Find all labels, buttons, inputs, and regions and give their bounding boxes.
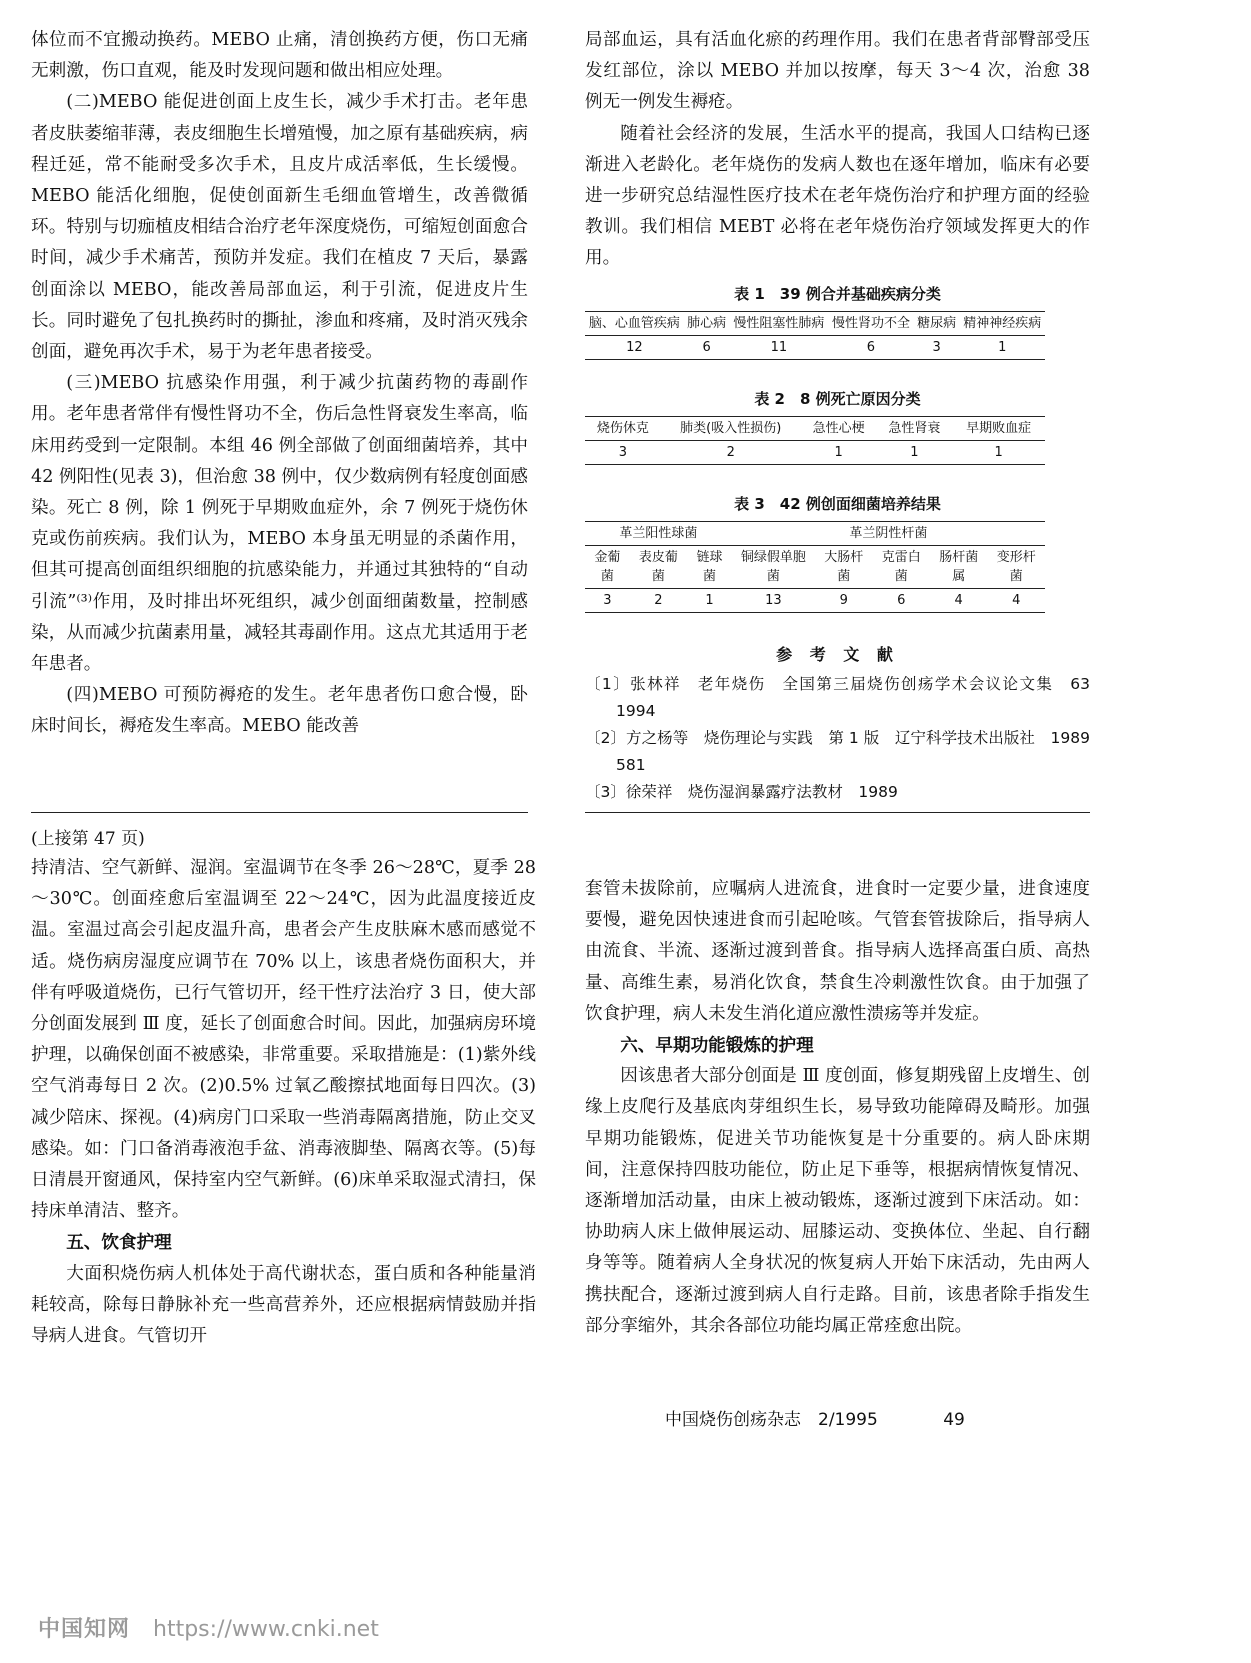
table-cell: 1 — [952, 440, 1045, 464]
table-header-cell: 慢性阻塞性肺病 — [730, 311, 829, 335]
table-cell: 4 — [987, 588, 1045, 612]
table-cell: 6 — [828, 335, 913, 359]
top-right-column — [585, 25, 1106, 806]
reference-item: 〔2〕方之杨等 烧伤理论与实践 第 1 版 辽宁科学技术出版社 1989 581 — [585, 728, 1106, 774]
paragraph: (四)MEBO 可预防褥疮的发生。老年患者伤口愈合慢，卧床时间长，褥疮发生率高。MEBO 能改善 — [31, 685, 528, 737]
table-cell: 1 — [876, 440, 952, 464]
table-header-cell: 慢性肾功不全 — [828, 311, 913, 335]
table-header-cell: 烧伤休克 — [585, 416, 661, 440]
paragraph: 局部血运，具有活血化瘀的药理作用。我们在患者背部臀部受压发红部位，涂以 MEBO 并加以按摩，每天 3～4 次，治愈 38 例无一例发生褥疮。 — [585, 30, 1090, 113]
table-3-grid — [585, 521, 1045, 613]
table-3-caption: 表 3 42 例创面细菌培养结果 — [734, 494, 941, 513]
table-header-cell: 早期败血症 — [952, 416, 1045, 440]
table-2 — [585, 388, 1090, 465]
table-cell: 11 — [730, 335, 829, 359]
bottom-left-column — [31, 853, 536, 1352]
table-cell: 1 — [959, 335, 1045, 359]
table-header-cell: 表皮葡菌 — [638, 549, 678, 584]
table-header-cell: 肺心病 — [684, 311, 730, 335]
bottom-right-column — [585, 874, 1090, 1342]
table-row — [585, 440, 1045, 464]
table-cell: 13 — [732, 588, 815, 612]
paragraph: 大面积烧伤病人机体处于高代谢状态，蛋白质和各种能量消耗较高，除每日静脉补充一些高营养外，还应根据病情鼓励并指导病人进食。气管切开 — [31, 1263, 536, 1347]
table-cell: 2 — [661, 440, 801, 464]
section-divider — [31, 812, 528, 813]
table-1-grid — [585, 311, 1045, 360]
table-header-cell: 铜绿假单胞菌 — [740, 549, 806, 584]
section-divider — [585, 812, 1090, 813]
cnki-logo: 中国知网 — [38, 1617, 131, 1642]
page-footer — [665, 1405, 965, 1430]
paragraph: 随着社会经济的发展，生活水平的提高，我国人口结构已逐渐进入老龄化。老年烧伤的发病人数也在逐年增加，临床有必要进一步研究总结湿性医疗技术在老年烧伤治疗和护理方面的经验教训。我们相信 MEBT 必将在老年烧伤治疗领域发挥更大的作用。 — [585, 123, 1090, 269]
table-cell: 12 — [585, 335, 684, 359]
table-header-cell: 急性心梗 — [801, 416, 877, 440]
table-header-cell: 肺类(吸入性损伤) — [661, 416, 801, 440]
table-cell: 3 — [914, 335, 960, 359]
table-header-cell: 克雷白菌 — [881, 549, 921, 584]
table-cell: 2 — [630, 588, 687, 612]
reference-item: 〔1〕张林祥 老年烧伤 全国第三届烧伤创疡学术会议论文集 63 1994 — [585, 674, 1106, 720]
top-left-column — [31, 25, 528, 743]
paragraph: (二)MEBO 能促进创面上皮生长，减少手术打击。老年患者皮肤萎缩菲薄，表皮细胞生长增殖慢，加之原有基础疾病，病程迁延，常不能耐受多次手术，且皮片成活率低，生长缓慢。MEBO 能活化细胞，促使创面新生毛细血管增生，改善微循环。特别与切痂植皮相结合治疗老年深度烧伤，可缩短创面愈合时间，减少手术痛苦，预防并发症。我们在植皮 7 天后，暴露创面涂以 MEBO，能改善局部血运，利于引流，促进皮片生长。同时避免了包扎换药时的撕扯，渗血和疼痛，及时消灭残余创面，避免再次手术，易于为老年患者接受。 — [31, 92, 528, 363]
table-1 — [585, 283, 1090, 360]
table-cell: 9 — [815, 588, 872, 612]
paragraph: 套管未拔除前，应嘱病人进流食，进食时一定要少量，进食速度要慢，避免因快速进食而引起呛咳。气管套管拔除后，指导病人由流食、半流、逐渐过渡到普食。指导病人选择高蛋白质、高热量、高维生素，易消化饮食，禁食生冷刺激性饮食。由于加强了饮食护理，病人未发生消化道应激性溃疡等并发症。 — [585, 879, 1090, 1024]
table-1-caption: 表 1 39 例合并基础疾病分类 — [734, 284, 941, 303]
table-header-cell: 脑、心血管疾病 — [585, 311, 684, 335]
table-header-cell: 精神神经疾病 — [959, 311, 1045, 335]
table-cell: 3 — [585, 440, 661, 464]
table-header-cell: 急性肾衰 — [876, 416, 952, 440]
section-heading: 五、饮食护理 — [66, 1232, 172, 1254]
section-heading: 六、早期功能锻炼的护理 — [620, 1035, 814, 1057]
table-2-caption: 表 2 8 例死亡原因分类 — [754, 389, 921, 408]
table-cell: 6 — [872, 588, 929, 612]
table-2-grid — [585, 416, 1045, 465]
paragraph: (三)MEBO 抗感染作用强，利于减少抗菌药物的毒副作用。老年患者常伴有慢性肾功不全，伤后急性肾衰发生率高，临床用药受到一定限制。本组 46 例全部做了创面细菌培养，其中 42 例阳性(见表 3)，但治愈 38 例中，仅少数病例有轻度创面感染。死亡 8 例，除 1 例死于早期败血症外，余 7 例死于烧伤休克或伤前疾病。我们认为，MEBO 本身虽无明显的杀菌作用，但其可提高创面组织细胞的抗感染能力，并通过其独特的“自动引流”⁽³⁾作用，及时排出坏死组织，减少创面细菌数量，控制感染，从而减少抗菌素用量，减轻其毒副作用。这点尤其适用于老年患者。 — [31, 373, 528, 675]
table-cell: 6 — [684, 335, 730, 359]
table-header-cell: 肠杆菌属 — [939, 549, 979, 584]
table-row — [585, 588, 1045, 612]
table-row — [585, 335, 1045, 359]
table-group-header: 革兰阴性杆菌 — [732, 521, 1045, 545]
table-3 — [585, 493, 1090, 613]
paragraph: 持清洁、空气新鲜、湿润。室温调节在冬季 26～28℃，夏季 28～30℃。创面痊愈后室温调至 22～24℃，因为此温度接近皮温。室温过高会引起皮温升高，患者会产生皮肤麻木感而感觉不适。烧伤病房湿度应调节在 70% 以上，该患者烧伤面积大，并伴有呼吸道烧伤，已行气管切开，经干性疗法治疗 3 日，使大部分创面发展到 Ⅲ 度，延长了创面愈合时间。因此，加强病房环境护理，以确保创面不被感染，非常重要。采取措施是：(1)紫外线空气消毒每日 2 次。(2)0.5% 过氧乙酸擦拭地面每日四次。(3)减少陪床、探视。(4)病房门口采取一些消毒隔离措施，防止交叉感染。如：门口备消毒液泡手盆、消毒液脚垫、隔离衣等。(5)每日清晨开窗通风，保持室内空气新鲜。(6)床单采取湿式清扫，保持床单清洁、整齐。 — [31, 858, 536, 1222]
table-group-header: 革兰阳性球菌 — [585, 521, 732, 545]
paragraph: 因该患者大部分创面是 Ⅲ 度创面，修复期残留上皮增生、创缘上皮爬行及基底肉芽组织生长，易导致功能障碍及畸形。加强早期功能锻炼，促进关节功能恢复是十分重要的。病人卧床期间，注意保持四肢功能位，防止足下垂等，根据病情恢复情况、逐渐增加活动量，由床上被动锻炼，逐渐过渡到下床活动。如：协助病人床上做伸展运动、屈膝运动、变换体位、坐起、自行翻身等等。随着病人全身状况的恢复病人开始下床活动，先由两人携扶配合，逐渐过渡到病人自行走路。目前，该患者除手指发生部分挛缩外，其余各部位功能均属正常痊愈出院。 — [585, 1066, 1090, 1336]
continuation-note: (上接第 47 页) — [31, 829, 145, 849]
journal-name: 中国烧伤创疡杂志 2/1995 — [665, 1410, 878, 1430]
table-cell: 4 — [930, 588, 987, 612]
table-cell: 1 — [687, 588, 732, 612]
watermark — [38, 1612, 379, 1643]
page-number: 49 — [943, 1410, 965, 1430]
table-header-cell: 链球菌 — [696, 549, 723, 584]
watermark-url: https://www.cnki.net — [153, 1617, 379, 1642]
paragraph: 体位而不宜搬动换药。MEBO 止痛，清创换药方便，伤口无痛无刺激，伤口直观，能及时发现问题和做出相应处理。 — [31, 30, 528, 82]
table-header-cell: 糖尿病 — [914, 311, 960, 335]
table-cell: 3 — [585, 588, 630, 612]
references-title: 参 考 文 献 — [776, 644, 899, 664]
table-header-cell: 大肠杆菌 — [824, 549, 864, 584]
table-header-cell: 变形杆菌 — [996, 549, 1036, 584]
table-cell: 1 — [801, 440, 877, 464]
table-header-cell: 金葡菌 — [594, 549, 621, 584]
reference-item: 〔3〕徐荣祥 烧伤湿润暴露疗法教材 1989 — [585, 782, 898, 801]
